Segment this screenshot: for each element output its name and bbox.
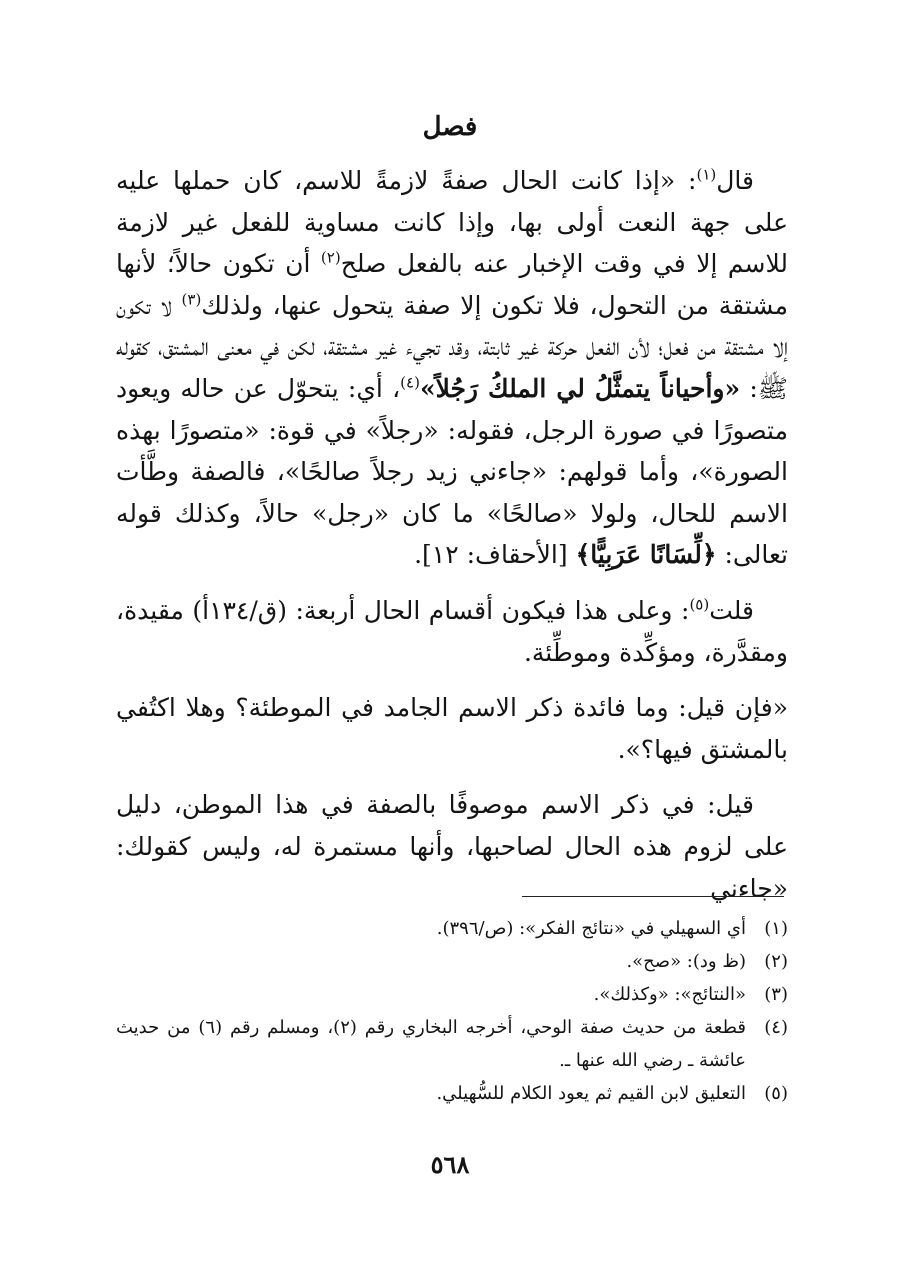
paragraph-4-text: قيل: في ذكر الاسم موصوفًا بالصفة في هذا الموطن، دليل على لزوم هذه الحال لصاحبها، وأنها مستمرة له، وليس كقولك: «جاءني: [116, 790, 788, 903]
footnote-number: (٥): [764, 1083, 788, 1104]
footnote-number: (٤): [764, 1017, 788, 1038]
footnote-number: (٢): [764, 951, 788, 972]
paragraph-1-text-b: : «إذا كانت الحال صفةً لازمةً للاسم، كان حملها عليه على جهة النعت أولى بها، وإذا كانت مساوية للفعل غير لازمة للاسم إلا في وقت الإخبار عنه بالفعل صلح: [116, 166, 789, 279]
footnote-text: التعليق لابن القيم ثم يعود الكلام للسُّهيلي.: [436, 1083, 746, 1104]
paragraph-1-text-c: أن تكون حالاً؛ لأنها مشتقة من التحول، فلا تكون إلا صفة يتحول عنها، ولذلك: [116, 249, 788, 320]
footnote-1: [116, 912, 788, 945]
hadith-quote: «وأحياناً يتمثَّلُ لي الملكُ رَجُلاً»: [419, 373, 741, 403]
page-number: ٥٦٨: [430, 1150, 470, 1179]
paragraph-1-text-e: ، أي: يتحوّل عن حاله ويعود متصورًا في صورة الرجل، فقوله: «رجلاً» في قوة: «متصورًا بهذه الصورة»، وأما قولهم: «جاءني زيد رجلاً صالحًا»، فالصفة وطَّأت الاسم للحال، ولولا «صالحًا» ما كان «رجل» حالاً، وكذلك قوله تعالى:: [116, 373, 788, 570]
paragraph-2-text-b: : وعلى هذا فيكون أقسام الحال أربعة: (ق/١٣٤أ) مقيدة، ومقدَّرة، ومؤكِّدة وموطِّئة.: [116, 595, 788, 667]
paragraph-2: [116, 590, 788, 673]
footnote-2: [116, 945, 788, 978]
footnote-number: (١): [764, 918, 788, 939]
paragraph-1-text-f: [الأحقاف: ١٢].: [414, 540, 576, 570]
main-text: [116, 160, 788, 909]
paragraph-1-text-a: قال: [716, 166, 754, 195]
section-title: فصل: [422, 112, 478, 142]
footnote-separator: [522, 896, 784, 897]
footnote-ref-2: (٢): [320, 248, 341, 267]
footnote-ref-4: (٤): [400, 373, 420, 392]
footnote-ref-1: (١): [696, 165, 717, 184]
footnote-text: «النتائج»: «وكذلك».: [593, 984, 746, 1005]
paragraph-1: [116, 160, 788, 576]
paragraph-3-text: «فإن قيل: وما فائدة ذكر الاسم الجامد في الموطئة؟ وهلا اكتُفي بالمشتق فيها؟».: [116, 693, 788, 764]
footnote-text: أي السهيلي في «نتائج الفكر»: (ص/٣٩٦).: [436, 918, 746, 939]
footnote-text: (ظ ود): «صح».: [626, 951, 746, 972]
footnote-ref-3: (٣): [181, 290, 202, 309]
footnote-ref-5: (٥): [689, 595, 710, 614]
footnote-number: (٣): [764, 984, 788, 1005]
paragraph-4: [116, 784, 788, 909]
paragraph-3: [116, 687, 788, 770]
footnotes: [116, 912, 788, 1110]
paragraph-1-text-d: لا تكون إلا مشتقة من فعل؛ لأن الفعل حركة غير ثابتة، وقد تجيء غير مشتقة، لكن في معنى المشتق، كقوله ﷺ:: [116, 290, 788, 403]
quran-verse: ﴿لِّسَانًا عَرَبِيًّا﴾: [575, 540, 717, 570]
footnote-3: [116, 978, 788, 1011]
footnote-5: [116, 1077, 788, 1110]
footnote-text: قطعة من حديث صفة الوحي، أخرجه البخاري رقم (٢)، ومسلم رقم (٦) من حديث عائشة ـ رضي الله عنها ـ.: [116, 1017, 746, 1071]
footnote-4: [116, 1011, 788, 1077]
paragraph-2-text-a: قلت: [709, 595, 754, 625]
